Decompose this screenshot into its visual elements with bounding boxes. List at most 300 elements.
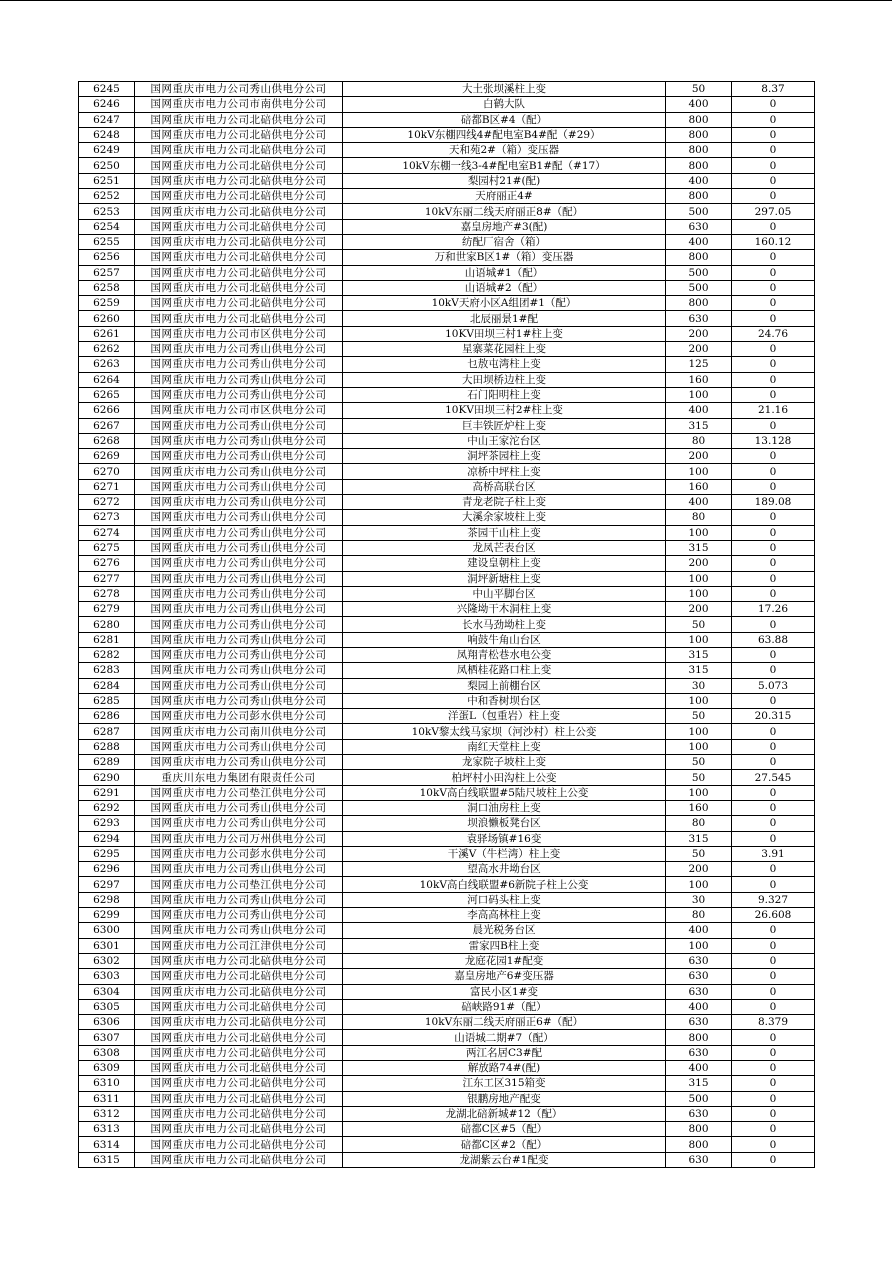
company-cell: 国网重庆市电力公司秀山供电分公司 <box>135 602 343 617</box>
top-rule <box>0 0 892 1</box>
table-row <box>79 204 815 219</box>
table-row <box>79 540 815 555</box>
row-id-cell: 6271 <box>79 479 135 494</box>
row-id-cell: 6275 <box>79 540 135 555</box>
transformer-name-cell: 龙湖紫云台#1配变 <box>343 1152 666 1167</box>
company-cell: 国网重庆市电力公司北碚供电分公司 <box>135 984 343 999</box>
company-cell: 国网重庆市电力公司秀山供电分公司 <box>135 479 343 494</box>
table-row <box>79 403 815 418</box>
table-row <box>79 1137 815 1152</box>
row-id-cell: 6293 <box>79 816 135 831</box>
table-row <box>79 602 815 617</box>
transformer-name-cell: 大田坝桥边柱上变 <box>343 372 666 387</box>
company-cell: 国网重庆市电力公司北碚供电分公司 <box>135 311 343 326</box>
capacity-cell: 800 <box>666 296 732 311</box>
value-cell: 0 <box>732 387 815 402</box>
company-cell: 国网重庆市电力公司北碚供电分公司 <box>135 265 343 280</box>
table-row <box>79 1045 815 1060</box>
row-id-cell: 6249 <box>79 143 135 158</box>
row-id-cell: 6295 <box>79 846 135 861</box>
row-id-cell: 6310 <box>79 1076 135 1091</box>
capacity-cell: 500 <box>666 265 732 280</box>
capacity-cell: 160 <box>666 800 732 815</box>
row-id-cell: 6278 <box>79 586 135 601</box>
transformer-name-cell: 巨丰铁匠炉柱上变 <box>343 418 666 433</box>
row-id-cell: 6306 <box>79 1015 135 1030</box>
capacity-cell: 800 <box>666 189 732 204</box>
value-cell: 0 <box>732 969 815 984</box>
transformer-name-cell: 白鹤大队 <box>343 97 666 112</box>
row-id-cell: 6251 <box>79 173 135 188</box>
value-cell: 21.16 <box>732 403 815 418</box>
row-id-cell: 6274 <box>79 525 135 540</box>
table-row <box>79 923 815 938</box>
capacity-cell: 100 <box>666 724 732 739</box>
table-row <box>79 173 815 188</box>
table-row <box>79 908 815 923</box>
company-cell: 国网重庆市电力公司秀山供电分公司 <box>135 632 343 647</box>
company-cell: 国网重庆市电力公司市南供电分公司 <box>135 97 343 112</box>
transformer-name-cell: 长水马劲坳柱上变 <box>343 617 666 632</box>
table-row <box>79 1091 815 1106</box>
value-cell: 0 <box>732 540 815 555</box>
capacity-cell: 630 <box>666 1015 732 1030</box>
transformer-name-cell: 洞口油房柱上变 <box>343 800 666 815</box>
row-id-cell: 6308 <box>79 1045 135 1060</box>
company-cell: 国网重庆市电力公司秀山供电分公司 <box>135 892 343 907</box>
row-id-cell: 6255 <box>79 234 135 249</box>
transformer-name-cell: 龙家院子坡柱上变 <box>343 755 666 770</box>
company-cell: 国网重庆市电力公司北碚供电分公司 <box>135 112 343 127</box>
capacity-cell: 100 <box>666 693 732 708</box>
transformer-name-cell: 茶园干山柱上变 <box>343 525 666 540</box>
value-cell: 17.26 <box>732 602 815 617</box>
table-row <box>79 999 815 1014</box>
value-cell: 0 <box>732 953 815 968</box>
row-id-cell: 6268 <box>79 433 135 448</box>
transformer-name-cell: 南红天堂柱上变 <box>343 739 666 754</box>
value-cell: 0 <box>732 1061 815 1076</box>
capacity-cell: 160 <box>666 372 732 387</box>
row-id-cell: 6312 <box>79 1106 135 1121</box>
table-row <box>79 97 815 112</box>
capacity-cell: 200 <box>666 862 732 877</box>
company-cell: 国网重庆市电力公司北碚供电分公司 <box>135 296 343 311</box>
company-cell: 国网重庆市电力公司彭水供电分公司 <box>135 709 343 724</box>
transformer-name-cell: 大土张坝溪柱上变 <box>343 82 666 97</box>
row-id-cell: 6257 <box>79 265 135 280</box>
value-cell: 0 <box>732 510 815 525</box>
transformer-name-cell: 万和世家B区1#（箱）变压器 <box>343 250 666 265</box>
row-id-cell: 6265 <box>79 387 135 402</box>
company-cell: 国网重庆市电力公司北碚供电分公司 <box>135 1076 343 1091</box>
table-row <box>79 1076 815 1091</box>
table-row <box>79 265 815 280</box>
value-cell: 0 <box>732 571 815 586</box>
value-cell: 0 <box>732 173 815 188</box>
row-id-cell: 6266 <box>79 403 135 418</box>
transformer-name-cell: 乜敖屯湾柱上变 <box>343 357 666 372</box>
value-cell: 0 <box>732 785 815 800</box>
company-cell: 国网重庆市电力公司秀山供电分公司 <box>135 342 343 357</box>
table-row <box>79 892 815 907</box>
company-cell: 国网重庆市电力公司北碚供电分公司 <box>135 143 343 158</box>
capacity-cell: 630 <box>666 219 732 234</box>
row-id-cell: 6259 <box>79 296 135 311</box>
transformer-name-cell: 龙庭花园1#配变 <box>343 953 666 968</box>
transformer-table <box>78 81 815 1168</box>
company-cell: 国网重庆市电力公司北碚供电分公司 <box>135 1030 343 1045</box>
company-cell: 国网重庆市电力公司秀山供电分公司 <box>135 647 343 662</box>
value-cell: 0 <box>732 1076 815 1091</box>
row-id-cell: 6262 <box>79 342 135 357</box>
row-id-cell: 6305 <box>79 999 135 1014</box>
table-row <box>79 127 815 142</box>
table-row <box>79 296 815 311</box>
table-row <box>79 112 815 127</box>
company-cell: 国网重庆市电力公司北碚供电分公司 <box>135 173 343 188</box>
transformer-name-cell: 山语城#1（配） <box>343 265 666 280</box>
company-cell: 国网重庆市电力公司秀山供电分公司 <box>135 82 343 97</box>
transformer-name-cell: 青龙老院子柱上变 <box>343 495 666 510</box>
transformer-name-cell: 建设皇朝柱上变 <box>343 556 666 571</box>
transformer-name-cell: 10kV高白线联盟#5陆尺坡柱上公变 <box>343 785 666 800</box>
value-cell: 0 <box>732 1030 815 1045</box>
capacity-cell: 800 <box>666 143 732 158</box>
capacity-cell: 100 <box>666 785 732 800</box>
company-cell: 国网重庆市电力公司北碚供电分公司 <box>135 1152 343 1167</box>
value-cell: 0 <box>732 1152 815 1167</box>
capacity-cell: 800 <box>666 158 732 173</box>
transformer-name-cell: 天和苑2#（箱）变压器 <box>343 143 666 158</box>
value-cell: 0 <box>732 1106 815 1121</box>
transformer-name-cell: 碚都B区#4（配） <box>343 112 666 127</box>
company-cell: 国网重庆市电力公司北碚供电分公司 <box>135 1015 343 1030</box>
table-row <box>79 816 815 831</box>
value-cell: 0 <box>732 999 815 1014</box>
row-id-cell: 6276 <box>79 556 135 571</box>
capacity-cell: 80 <box>666 433 732 448</box>
table-row <box>79 280 815 295</box>
row-id-cell: 6284 <box>79 678 135 693</box>
row-id-cell: 6277 <box>79 571 135 586</box>
row-id-cell: 6283 <box>79 663 135 678</box>
company-cell: 国网重庆市电力公司北碚供电分公司 <box>135 999 343 1014</box>
transformer-name-cell: 兴隆坳干木洞柱上变 <box>343 602 666 617</box>
company-cell: 国网重庆市电力公司秀山供电分公司 <box>135 586 343 601</box>
value-cell: 0 <box>732 1045 815 1060</box>
company-cell: 国网重庆市电力公司垫江供电分公司 <box>135 785 343 800</box>
transformer-name-cell: 中和香树坝台区 <box>343 693 666 708</box>
company-cell: 国网重庆市电力公司北碚供电分公司 <box>135 1061 343 1076</box>
capacity-cell: 800 <box>666 1122 732 1137</box>
value-cell: 0 <box>732 97 815 112</box>
row-id-cell: 6261 <box>79 326 135 341</box>
company-cell: 国网重庆市电力公司秀山供电分公司 <box>135 525 343 540</box>
capacity-cell: 100 <box>666 571 732 586</box>
row-id-cell: 6248 <box>79 127 135 142</box>
company-cell: 国网重庆市电力公司彭水供电分公司 <box>135 846 343 861</box>
company-cell: 国网重庆市电力公司秀山供电分公司 <box>135 357 343 372</box>
transformer-name-cell: 干溪V（牛栏湾）柱上变 <box>343 846 666 861</box>
company-cell: 国网重庆市电力公司北碚供电分公司 <box>135 1106 343 1121</box>
row-id-cell: 6272 <box>79 495 135 510</box>
row-id-cell: 6269 <box>79 449 135 464</box>
table-row <box>79 739 815 754</box>
table-row <box>79 1106 815 1121</box>
capacity-cell: 100 <box>666 387 732 402</box>
transformer-name-cell: 山语城二期#7（配） <box>343 1030 666 1045</box>
value-cell: 0 <box>732 449 815 464</box>
row-id-cell: 6309 <box>79 1061 135 1076</box>
transformer-name-cell: 两江名居C3#配 <box>343 1045 666 1060</box>
row-id-cell: 6279 <box>79 602 135 617</box>
company-cell: 国网重庆市电力公司秀山供电分公司 <box>135 800 343 815</box>
table-row <box>79 1061 815 1076</box>
value-cell: 0 <box>732 724 815 739</box>
value-cell: 0 <box>732 250 815 265</box>
row-id-cell: 6315 <box>79 1152 135 1167</box>
table-row <box>79 158 815 173</box>
capacity-cell: 50 <box>666 82 732 97</box>
company-cell: 国网重庆市电力公司秀山供电分公司 <box>135 510 343 525</box>
value-cell: 0 <box>732 112 815 127</box>
value-cell: 0 <box>732 938 815 953</box>
company-cell: 国网重庆市电力公司秀山供电分公司 <box>135 923 343 938</box>
row-id-cell: 6288 <box>79 739 135 754</box>
table-row <box>79 617 815 632</box>
transformer-name-cell: 石门阳明柱上变 <box>343 387 666 402</box>
company-cell: 国网重庆市电力公司北碚供电分公司 <box>135 1137 343 1152</box>
capacity-cell: 80 <box>666 908 732 923</box>
value-cell: 0 <box>732 586 815 601</box>
capacity-cell: 800 <box>666 112 732 127</box>
company-cell: 国网重庆市电力公司北碚供电分公司 <box>135 158 343 173</box>
capacity-cell: 100 <box>666 525 732 540</box>
capacity-cell: 200 <box>666 556 732 571</box>
value-cell: 0 <box>732 693 815 708</box>
table-row <box>79 586 815 601</box>
capacity-cell: 30 <box>666 678 732 693</box>
capacity-cell: 800 <box>666 1137 732 1152</box>
capacity-cell: 200 <box>666 602 732 617</box>
value-cell: 189.08 <box>732 495 815 510</box>
capacity-cell: 50 <box>666 617 732 632</box>
transformer-name-cell: 凉桥中坪柱上变 <box>343 464 666 479</box>
capacity-cell: 125 <box>666 357 732 372</box>
transformer-name-cell: 银鹏房地产配变 <box>343 1091 666 1106</box>
table-row <box>79 846 815 861</box>
row-id-cell: 6303 <box>79 969 135 984</box>
company-cell: 国网重庆市电力公司北碚供电分公司 <box>135 953 343 968</box>
table-row <box>79 449 815 464</box>
row-id-cell: 6292 <box>79 800 135 815</box>
capacity-cell: 500 <box>666 280 732 295</box>
transformer-name-cell: 洞坪茶园柱上变 <box>343 449 666 464</box>
value-cell: 0 <box>732 219 815 234</box>
value-cell: 0 <box>732 143 815 158</box>
transformer-name-cell: 嘉皇房地产#3(配) <box>343 219 666 234</box>
transformer-name-cell: 洋蛋L（包重岩）柱上变 <box>343 709 666 724</box>
table-row <box>79 969 815 984</box>
company-cell: 国网重庆市电力公司北碚供电分公司 <box>135 280 343 295</box>
capacity-cell: 50 <box>666 755 732 770</box>
transformer-name-cell: 解放路74#(配) <box>343 1061 666 1076</box>
capacity-cell: 630 <box>666 1152 732 1167</box>
row-id-cell: 6256 <box>79 250 135 265</box>
capacity-cell: 400 <box>666 923 732 938</box>
capacity-cell: 50 <box>666 709 732 724</box>
capacity-cell: 200 <box>666 326 732 341</box>
value-cell: 0 <box>732 862 815 877</box>
value-cell: 0 <box>732 923 815 938</box>
transformer-name-cell: 10kV黎太线马家坝（河沙村）柱上公变 <box>343 724 666 739</box>
row-id-cell: 6313 <box>79 1122 135 1137</box>
company-cell: 国网重庆市电力公司北碚供电分公司 <box>135 189 343 204</box>
row-id-cell: 6298 <box>79 892 135 907</box>
table-row <box>79 800 815 815</box>
value-cell: 0 <box>732 342 815 357</box>
row-id-cell: 6296 <box>79 862 135 877</box>
transformer-name-cell: 响鼓牛角山台区 <box>343 632 666 647</box>
row-id-cell: 6304 <box>79 984 135 999</box>
value-cell: 0 <box>732 265 815 280</box>
capacity-cell: 50 <box>666 770 732 785</box>
table-row <box>79 1030 815 1045</box>
table-row <box>79 357 815 372</box>
company-cell: 国网重庆市电力公司北碚供电分公司 <box>135 204 343 219</box>
transformer-name-cell: 碚都C区#2（配） <box>343 1137 666 1152</box>
transformer-name-cell: 北辰丽景1#配 <box>343 311 666 326</box>
capacity-cell: 315 <box>666 418 732 433</box>
capacity-cell: 400 <box>666 1061 732 1076</box>
company-cell: 国网重庆市电力公司秀山供电分公司 <box>135 617 343 632</box>
row-id-cell: 6281 <box>79 632 135 647</box>
transformer-name-cell: 江东工区315箱变 <box>343 1076 666 1091</box>
company-cell: 国网重庆市电力公司秀山供电分公司 <box>135 862 343 877</box>
capacity-cell: 100 <box>666 739 732 754</box>
table-row <box>79 556 815 571</box>
row-id-cell: 6247 <box>79 112 135 127</box>
row-id-cell: 6282 <box>79 647 135 662</box>
table-row <box>79 663 815 678</box>
transformer-name-cell: 10kV东棚一线3-4#配电室B1#配（#17） <box>343 158 666 173</box>
transformer-name-cell: 碚峡路91#（配） <box>343 999 666 1014</box>
capacity-cell: 100 <box>666 464 732 479</box>
table-row <box>79 984 815 999</box>
table-row <box>79 510 815 525</box>
transformer-name-cell: 高桥高联台区 <box>343 479 666 494</box>
table-row <box>79 479 815 494</box>
value-cell: 0 <box>732 1137 815 1152</box>
company-cell: 国网重庆市电力公司秀山供电分公司 <box>135 755 343 770</box>
row-id-cell: 6307 <box>79 1030 135 1045</box>
capacity-cell: 400 <box>666 97 732 112</box>
value-cell: 20.315 <box>732 709 815 724</box>
capacity-cell: 400 <box>666 999 732 1014</box>
company-cell: 国网重庆市电力公司江津供电分公司 <box>135 938 343 953</box>
table-row <box>79 678 815 693</box>
transformer-name-cell: 10kV东棚四线4#配电室B4#配（#29） <box>343 127 666 142</box>
table-row <box>79 724 815 739</box>
capacity-cell: 630 <box>666 969 732 984</box>
value-cell: 3.91 <box>732 846 815 861</box>
company-cell: 国网重庆市电力公司秀山供电分公司 <box>135 678 343 693</box>
company-cell: 国网重庆市电力公司秀山供电分公司 <box>135 816 343 831</box>
company-cell: 国网重庆市电力公司万州供电分公司 <box>135 831 343 846</box>
company-cell: 国网重庆市电力公司北碚供电分公司 <box>135 219 343 234</box>
value-cell: 5.073 <box>732 678 815 693</box>
transformer-name-cell: 望高水井坳台区 <box>343 862 666 877</box>
capacity-cell: 800 <box>666 250 732 265</box>
table-row <box>79 877 815 892</box>
capacity-cell: 160 <box>666 479 732 494</box>
value-cell: 8.37 <box>732 82 815 97</box>
company-cell: 国网重庆市电力公司市区供电分公司 <box>135 326 343 341</box>
capacity-cell: 400 <box>666 173 732 188</box>
value-cell: 24.76 <box>732 326 815 341</box>
capacity-cell: 315 <box>666 540 732 555</box>
company-cell: 国网重庆市电力公司北碚供电分公司 <box>135 969 343 984</box>
value-cell: 0 <box>732 739 815 754</box>
row-id-cell: 6273 <box>79 510 135 525</box>
capacity-cell: 80 <box>666 510 732 525</box>
transformer-name-cell: 大溪余家坡柱上变 <box>343 510 666 525</box>
capacity-cell: 315 <box>666 663 732 678</box>
value-cell: 0 <box>732 357 815 372</box>
row-id-cell: 6289 <box>79 755 135 770</box>
table-row <box>79 326 815 341</box>
table-row <box>79 311 815 326</box>
value-cell: 0 <box>732 556 815 571</box>
transformer-name-cell: 河口码头柱上变 <box>343 892 666 907</box>
row-id-cell: 6264 <box>79 372 135 387</box>
company-cell: 国网重庆市电力公司北碚供电分公司 <box>135 127 343 142</box>
capacity-cell: 630 <box>666 1045 732 1060</box>
value-cell: 0 <box>732 479 815 494</box>
company-cell: 重庆川东电力集团有限责任公司 <box>135 770 343 785</box>
transformer-name-cell: 柏坪村小田沟柱上公变 <box>343 770 666 785</box>
capacity-cell: 100 <box>666 877 732 892</box>
table-row <box>79 219 815 234</box>
row-id-cell: 6270 <box>79 464 135 479</box>
company-cell: 国网重庆市电力公司秀山供电分公司 <box>135 540 343 555</box>
row-id-cell: 6280 <box>79 617 135 632</box>
table-row <box>79 785 815 800</box>
value-cell: 0 <box>732 372 815 387</box>
row-id-cell: 6245 <box>79 82 135 97</box>
table-row <box>79 1015 815 1030</box>
transformer-name-cell: 星寨菜花园柱上变 <box>343 342 666 357</box>
table-row <box>79 342 815 357</box>
table-row <box>79 525 815 540</box>
table-row <box>79 372 815 387</box>
table-row <box>79 938 815 953</box>
transformer-name-cell: 洞坪新塘柱上变 <box>343 571 666 586</box>
transformer-name-cell: 10kV东丽二线天府丽正8#（配） <box>343 204 666 219</box>
company-cell: 国网重庆市电力公司秀山供电分公司 <box>135 693 343 708</box>
capacity-cell: 630 <box>666 984 732 999</box>
value-cell: 26.608 <box>732 908 815 923</box>
value-cell: 0 <box>732 1091 815 1106</box>
capacity-cell: 500 <box>666 204 732 219</box>
company-cell: 国网重庆市电力公司秀山供电分公司 <box>135 433 343 448</box>
table-row <box>79 632 815 647</box>
capacity-cell: 30 <box>666 892 732 907</box>
value-cell: 0 <box>732 296 815 311</box>
capacity-cell: 500 <box>666 1091 732 1106</box>
row-id-cell: 6300 <box>79 923 135 938</box>
